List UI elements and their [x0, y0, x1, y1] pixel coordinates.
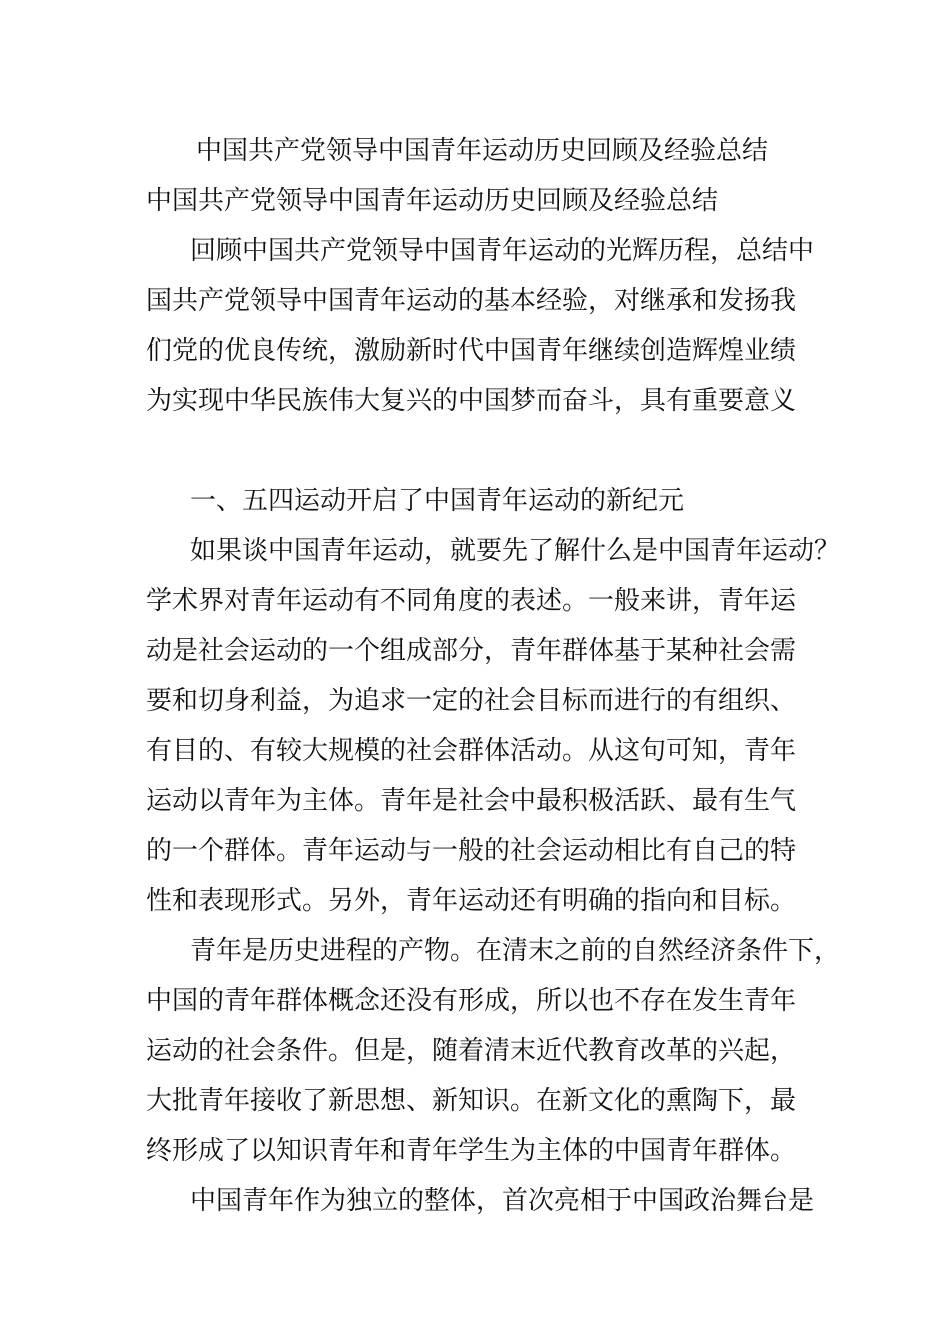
paragraph-line: 运动的社会条件。但是，随着清末近代教育改革的兴起， [146, 1036, 797, 1066]
document-subtitle: 中国共产党领导中国青年运动历史回顾及经验总结 [146, 186, 719, 216]
intro-line: 回顾中国共产党领导中国青年运动的光辉历程，总结中 [190, 236, 815, 266]
section-heading: 一、五四运动开启了中国青年运动的新纪元 [190, 486, 685, 516]
paragraph-line: 运动以青年为主体。青年是社会中最积极活跃、最有生气 [146, 786, 797, 816]
intro-line: 们党的优良传统，激励新时代中国青年继续创造辉煌业绩 [146, 336, 797, 366]
paragraph-line: 要和切身利益，为追求一定的社会目标而进行的有组织、 [146, 686, 797, 716]
paragraph-line: 中国青年作为独立的整体，首次亮相于中国政治舞台是 [190, 1186, 815, 1216]
intro-line: 为实现中华民族伟大复兴的中国梦而奋斗，具有重要意义 [146, 386, 797, 416]
paragraph-line: 有目的、有较大规模的社会群体活动。从这句可知，青年 [146, 736, 797, 766]
paragraph-line: 如果谈中国青年运动，就要先了解什么是中国青年运动？ [190, 536, 841, 566]
document-title: 中国共产党领导中国青年运动历史回顾及经验总结 [196, 136, 769, 166]
paragraph-line: 终形成了以知识青年和青年学生为主体的中国青年群体。 [146, 1136, 797, 1166]
paragraph-line: 大批青年接收了新思想、新知识。在新文化的熏陶下，最 [146, 1086, 797, 1116]
paragraph-line: 动是社会运动的一个组成部分，青年群体基于某种社会需 [146, 636, 797, 666]
paragraph-line: 学术界对青年运动有不同角度的表述。一般来讲，青年运 [146, 586, 797, 616]
paragraph-line: 青年是历史进程的产物。在清末之前的自然经济条件下， [190, 936, 841, 966]
paragraph-line: 中国的青年群体概念还没有形成，所以也不存在发生青年 [146, 986, 797, 1016]
paragraph-line: 性和表现形式。另外，青年运动还有明确的指向和目标。 [146, 886, 797, 916]
paragraph-line: 的一个群体。青年运动与一般的社会运动相比有自己的特 [146, 836, 797, 866]
intro-line: 国共产党领导中国青年运动的基本经验，对继承和发扬我 [146, 286, 797, 316]
